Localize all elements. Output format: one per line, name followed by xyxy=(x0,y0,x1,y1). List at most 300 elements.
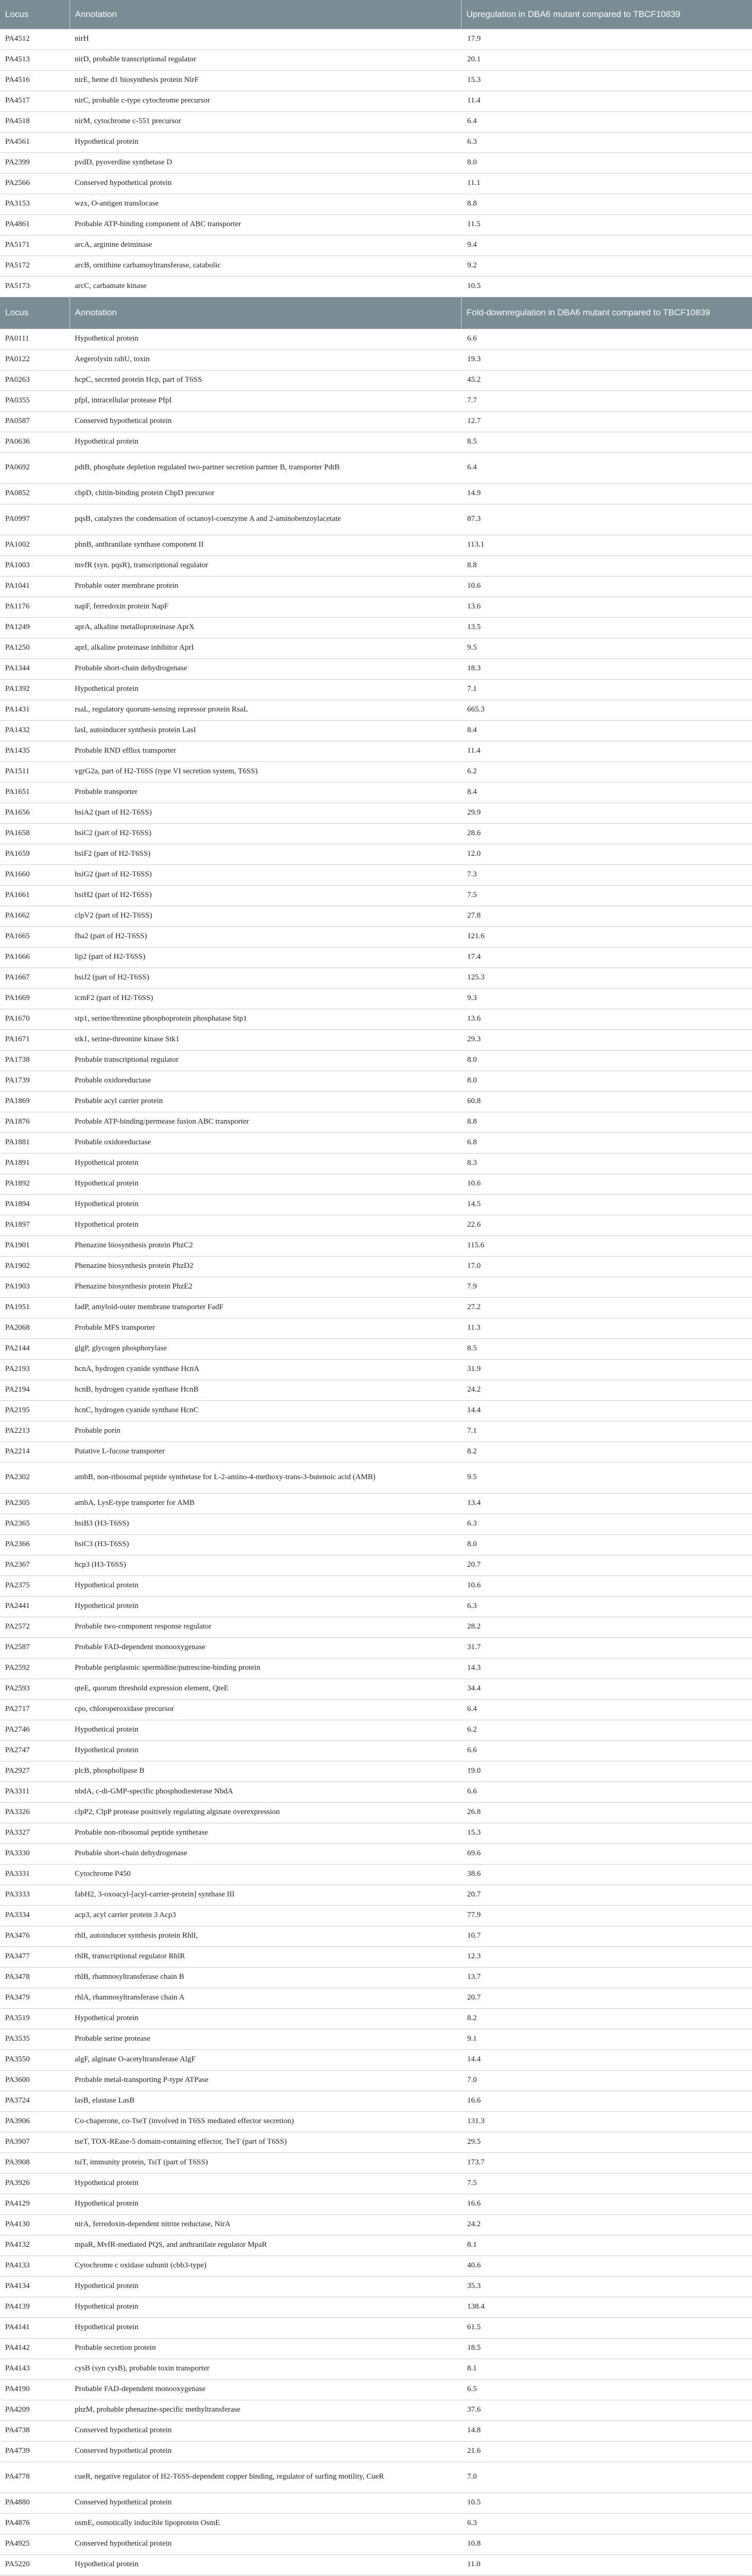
value-cell: 9.4 xyxy=(461,235,752,256)
locus-cell: PA3907 xyxy=(0,2132,70,2153)
value-cell: 11.3 xyxy=(461,1318,752,1338)
annotation-cell: hsiH2 (part of H2-T6SS) xyxy=(70,885,461,906)
locus-cell: PA4209 xyxy=(0,2400,70,2420)
value-cell: 14.5 xyxy=(461,1194,752,1215)
locus-cell: PA5173 xyxy=(0,276,70,297)
table-row xyxy=(0,2111,752,2132)
annotation-cell: hsiC3 (H3-T6SS) xyxy=(70,1534,461,1555)
locus-cell: PA1951 xyxy=(0,1297,70,1318)
locus-cell: PA0997 xyxy=(0,504,70,535)
table-row xyxy=(0,597,752,617)
value-cell: 10.6 xyxy=(461,576,752,597)
annotation-cell: Hypothetical protein xyxy=(70,432,461,452)
locus-cell: PA2572 xyxy=(0,1617,70,1637)
annotation-cell: Hypothetical protein xyxy=(70,2554,461,2575)
locus-cell: PA3478 xyxy=(0,1967,70,1988)
annotation-cell: nirM, cytochrome c-551 precursor xyxy=(70,111,461,132)
annotation-cell: stk1, serine-threonine kinase Stk1 xyxy=(70,1029,461,1050)
table-row xyxy=(0,2029,752,2049)
annotation-cell: algF, alginate O-acetyltransferase AlgF xyxy=(70,2049,461,2070)
annotation-cell: arcB, ornithine carbamoyltransferase, catabolic xyxy=(70,256,461,276)
value-cell: 7.3 xyxy=(461,865,752,885)
annotation-cell: Conserved hypothetical protein xyxy=(70,2493,461,2513)
annotation-cell: phnB, anthranilate synthase component II xyxy=(70,535,461,555)
value-cell: 6.2 xyxy=(461,761,752,782)
locus-cell: PA0587 xyxy=(0,411,70,432)
locus-cell: PA2144 xyxy=(0,1338,70,1359)
locus-cell: PA1003 xyxy=(0,555,70,576)
table-row xyxy=(0,2256,752,2276)
annotation-cell: plcB, phospholipase B xyxy=(70,1761,461,1782)
annotation-cell: cueR, negative regulator of H2-T6SS-dependent copper binding, regulator of surfing motility, CueR xyxy=(70,2462,461,2493)
table-row xyxy=(0,741,752,761)
locus-cell: PA4130 xyxy=(0,2214,70,2235)
value-cell: 8.1 xyxy=(461,2235,752,2256)
value-cell: 6.3 xyxy=(461,132,752,152)
annotation-cell: Phenazine biosynthesis protein PhzC2 xyxy=(70,1235,461,1256)
annotation-cell: Hypothetical protein xyxy=(70,2297,461,2317)
locus-cell: PA4739 xyxy=(0,2441,70,2462)
value-cell: 15.3 xyxy=(461,70,752,91)
table-row xyxy=(0,1658,752,1679)
table-row xyxy=(0,1885,752,1905)
value-cell: 11.4 xyxy=(461,741,752,761)
annotation-cell: hcp3 (H3-T6SS) xyxy=(70,1555,461,1575)
value-cell: 17.9 xyxy=(461,29,752,49)
value-cell: 20.7 xyxy=(461,1885,752,1905)
locus-cell: PA1894 xyxy=(0,1194,70,1215)
value-cell: 61.5 xyxy=(461,2317,752,2338)
locus-cell: PA1041 xyxy=(0,576,70,597)
value-cell: 10.5 xyxy=(461,276,752,297)
value-cell: 31.7 xyxy=(461,1637,752,1658)
locus-cell: PA1002 xyxy=(0,535,70,555)
value-cell: 40.6 xyxy=(461,2256,752,2276)
table-row xyxy=(0,1555,752,1575)
annotation-cell: pvdD, pyoverdine synthetase D xyxy=(70,152,461,173)
locus-cell: PA1392 xyxy=(0,679,70,700)
value-cell: 10.8 xyxy=(461,2534,752,2554)
value-cell: 125.3 xyxy=(461,968,752,988)
table-row xyxy=(0,70,752,91)
table-row xyxy=(0,2049,752,2070)
value-cell: 6.3 xyxy=(461,1514,752,1534)
value-cell: 8.0 xyxy=(461,1534,752,1555)
locus-cell: PA4129 xyxy=(0,2194,70,2214)
annotation-cell: osmE, osmotically inducible lipoprotein OsmE xyxy=(70,2513,461,2534)
table-row xyxy=(0,1946,752,1967)
annotation-cell: clpP2, ClpP protease positively regulating alginate overexpression xyxy=(70,1802,461,1823)
value-cell: 77.9 xyxy=(461,1905,752,1926)
table-row xyxy=(0,2276,752,2297)
value-cell: 6.3 xyxy=(461,1596,752,1617)
table-row xyxy=(0,2513,752,2534)
table-row xyxy=(0,2462,752,2493)
locus-cell: PA4925 xyxy=(0,2534,70,2554)
table-row xyxy=(0,1029,752,1050)
value-cell: 24.2 xyxy=(461,1380,752,1400)
value-cell: 6.4 xyxy=(461,111,752,132)
value-cell: 13.7 xyxy=(461,1967,752,1988)
value-cell: 17.4 xyxy=(461,947,752,968)
value-cell: 14.4 xyxy=(461,1400,752,1421)
value-cell: 12.7 xyxy=(461,411,752,432)
value-cell: 14.3 xyxy=(461,1658,752,1679)
locus-cell: PA3724 xyxy=(0,2091,70,2111)
annotation-cell: phzM, probable phenazine-specific methyltransferase xyxy=(70,2400,461,2420)
value-cell: 37.6 xyxy=(461,2400,752,2420)
locus-cell: PA1660 xyxy=(0,865,70,885)
downregulation-body xyxy=(0,329,752,2576)
annotation-cell: Probable metal-transporting P-type ATPase xyxy=(70,2070,461,2091)
value-cell: 7.0 xyxy=(461,2462,752,2493)
table-row xyxy=(0,1318,752,1338)
value-cell: 12.3 xyxy=(461,1946,752,1967)
table-row xyxy=(0,1575,752,1596)
locus-cell: PA1670 xyxy=(0,1009,70,1029)
annotation-cell: Hypothetical protein xyxy=(70,329,461,349)
annotation-cell: Cytochrome c oxidase subunit (cbb3-type) xyxy=(70,2256,461,2276)
table-row xyxy=(0,276,752,297)
locus-cell: PA1651 xyxy=(0,782,70,803)
value-cell: 6.6 xyxy=(461,1740,752,1761)
table-row xyxy=(0,1617,752,1637)
annotation-cell: cysB (syn cysB), probable toxin transporter xyxy=(70,2359,461,2379)
annotation-cell: Probable acyl carrier protein xyxy=(70,1091,461,1112)
annotation-cell: Hypothetical protein xyxy=(70,2276,461,2297)
annotation-cell: hsiJ2 (part of H2-T6SS) xyxy=(70,968,461,988)
locus-cell: PA4861 xyxy=(0,214,70,235)
value-cell: 27.8 xyxy=(461,906,752,926)
annotation-cell: Probable oxidoreductase xyxy=(70,1071,461,1091)
locus-cell: PA1659 xyxy=(0,844,70,865)
annotation-cell: ambB, non-ribosomal peptide synthetase for L-2-amino-4-methoxy-trans-3-butenoic acid (AMB) xyxy=(70,1462,461,1493)
table-row xyxy=(0,2194,752,2214)
locus-cell: PA3476 xyxy=(0,1926,70,1946)
annotation-cell: clpV2 (part of H2-T6SS) xyxy=(70,906,461,926)
annotation-cell: cbpD, chitin-binding protein CbpD precursor xyxy=(70,483,461,504)
annotation-cell: lasB, elastase LasB xyxy=(70,2091,461,2111)
value-cell: 8.2 xyxy=(461,2008,752,2029)
annotation-cell: hcpC, secreted protein Hcp, part of T6SS xyxy=(70,370,461,391)
annotation-cell: hsiC2 (part of H2-T6SS) xyxy=(70,823,461,844)
annotation-cell: Hypothetical protein xyxy=(70,2317,461,2338)
annotation-cell: Probable non-ribosomal peptide synthetase xyxy=(70,1823,461,1843)
value-cell: 24.2 xyxy=(461,2214,752,2235)
table-row xyxy=(0,555,752,576)
annotation-cell: Conserved hypothetical protein xyxy=(70,2441,461,2462)
annotation-cell: Putative L-fucose transporter xyxy=(70,1442,461,1462)
annotation-cell: Probable periplasmic spermidine/putrescine-binding protein xyxy=(70,1658,461,1679)
table-row xyxy=(0,1514,752,1534)
annotation-cell: Probable porin xyxy=(70,1421,461,1442)
table-row xyxy=(0,1215,752,1235)
locus-cell: PA1738 xyxy=(0,1050,70,1071)
locus-cell: PA2193 xyxy=(0,1359,70,1380)
table-row xyxy=(0,1699,752,1720)
table-row xyxy=(0,194,752,214)
table-row xyxy=(0,885,752,906)
value-cell: 9.2 xyxy=(461,256,752,276)
locus-cell: PA1432 xyxy=(0,720,70,741)
value-cell: 29.3 xyxy=(461,1029,752,1050)
locus-cell: PA3535 xyxy=(0,2029,70,2049)
value-cell: 14.4 xyxy=(461,2049,752,2070)
value-cell: 14.8 xyxy=(461,2420,752,2441)
locus-cell: PA1666 xyxy=(0,947,70,968)
locus-cell: PA1739 xyxy=(0,1071,70,1091)
annotation-cell: arcA, arginine deiminase xyxy=(70,235,461,256)
value-cell: 10.6 xyxy=(461,1174,752,1194)
table-row xyxy=(0,1421,752,1442)
locus-cell: PA4518 xyxy=(0,111,70,132)
value-cell: 8.3 xyxy=(461,1153,752,1174)
table-row xyxy=(0,1256,752,1277)
value-cell: 8.8 xyxy=(461,194,752,214)
annotation-cell: tsiT, immunity protein, TsiT (part of T6SS) xyxy=(70,2153,461,2173)
annotation-cell: Probable FAD-dependent monooxygenase xyxy=(70,2379,461,2400)
value-cell: 6.4 xyxy=(461,452,752,483)
locus-cell: PA0263 xyxy=(0,370,70,391)
annotation-cell: aprI, alkaline proteinase inhibitor AprI xyxy=(70,638,461,658)
value-cell: 13.5 xyxy=(461,617,752,638)
locus-cell: PA2441 xyxy=(0,1596,70,1617)
locus-cell: PA3926 xyxy=(0,2173,70,2194)
table-row xyxy=(0,1596,752,1617)
locus-cell: PA1658 xyxy=(0,823,70,844)
locus-cell: PA4133 xyxy=(0,2256,70,2276)
table-row xyxy=(0,349,752,370)
locus-cell: PA1431 xyxy=(0,700,70,720)
downregulation-header-group xyxy=(0,297,752,329)
table-row xyxy=(0,91,752,111)
value-cell: 7.7 xyxy=(461,391,752,411)
locus-cell: PA2302 xyxy=(0,1462,70,1493)
value-cell: 22.6 xyxy=(461,1215,752,1235)
table-row xyxy=(0,844,752,865)
value-cell: 6.3 xyxy=(461,2513,752,2534)
value-cell: 45.2 xyxy=(461,370,752,391)
table-row xyxy=(0,1720,752,1740)
value-cell: 6.6 xyxy=(461,329,752,349)
value-cell: 14.9 xyxy=(461,483,752,504)
table-row xyxy=(0,1493,752,1514)
annotation-cell: nirH xyxy=(70,29,461,49)
value-cell: 18.5 xyxy=(461,2338,752,2359)
annotation-cell: hsiG2 (part of H2-T6SS) xyxy=(70,865,461,885)
table-row xyxy=(0,391,752,411)
table-row xyxy=(0,1050,752,1071)
table-row xyxy=(0,411,752,432)
annotation-cell: Conserved hypothetical protein xyxy=(70,2420,461,2441)
locus-cell: PA3908 xyxy=(0,2153,70,2173)
annotation-cell: Probable FAD-dependent monooxygenase xyxy=(70,1637,461,1658)
value-cell: 16.6 xyxy=(461,2194,752,2214)
table-row xyxy=(0,2338,752,2359)
value-cell: 8.0 xyxy=(461,152,752,173)
table-row xyxy=(0,2091,752,2111)
annotation-cell: fabH2, 3-oxoacyl-[acyl-carrier-protein] synthase III xyxy=(70,1885,461,1905)
value-cell: 38.6 xyxy=(461,1864,752,1885)
value-cell: 8.0 xyxy=(461,1050,752,1071)
table-row xyxy=(0,1926,752,1946)
locus-cell: PA2592 xyxy=(0,1658,70,1679)
upregulation-header: Upregulation in DBA6 mutant compared to TBCF10839 xyxy=(461,0,752,29)
value-cell: 7.9 xyxy=(461,1277,752,1297)
annotation-cell: hsiA2 (part of H2-T6SS) xyxy=(70,803,461,823)
value-cell: 13.6 xyxy=(461,597,752,617)
value-cell: 6.4 xyxy=(461,1699,752,1720)
locus-cell: PA1665 xyxy=(0,926,70,947)
value-cell: 31.9 xyxy=(461,1359,752,1380)
table-row xyxy=(0,535,752,555)
table-row xyxy=(0,1967,752,1988)
annotation-cell: Aegerolysin rahU, toxin xyxy=(70,349,461,370)
table-row xyxy=(0,658,752,679)
locus-cell: PA5220 xyxy=(0,2554,70,2575)
value-cell: 11.0 xyxy=(461,2554,752,2575)
annotation-cell: acp3, acyl carrier protein 3 Acp3 xyxy=(70,1905,461,1926)
annotation-cell: nirA, ferredoxin-dependent nitrite reductase, NirA xyxy=(70,2214,461,2235)
annotation-cell: Probable ATP-binding component of ABC transporter xyxy=(70,214,461,235)
table-row xyxy=(0,483,752,504)
annotation-cell: Conserved hypothetical protein xyxy=(70,411,461,432)
annotation-cell: rhlR, transcriptional regulator RhlR xyxy=(70,1946,461,1967)
locus-cell: PA3906 xyxy=(0,2111,70,2132)
annotation-cell: Probable transporter xyxy=(70,782,461,803)
locus-cell: PA3311 xyxy=(0,1782,70,1802)
annotation-cell: rsaL, regulatory quorum-sensing repressor protein RsaL xyxy=(70,700,461,720)
annotation-cell: Probable serine protease xyxy=(70,2029,461,2049)
annotation-cell: Hypothetical protein xyxy=(70,679,461,700)
value-cell: 87.3 xyxy=(461,504,752,535)
locus-cell: PA2194 xyxy=(0,1380,70,1400)
value-cell: 9.1 xyxy=(461,2029,752,2049)
value-cell: 6.2 xyxy=(461,1720,752,1740)
table-row xyxy=(0,1277,752,1297)
locus-cell: PA1669 xyxy=(0,988,70,1009)
upregulation-body xyxy=(0,29,752,297)
table-row xyxy=(0,2379,752,2400)
value-cell: 8.8 xyxy=(461,1112,752,1132)
value-cell: 16.6 xyxy=(461,2091,752,2111)
value-cell: 34.4 xyxy=(461,1679,752,1699)
annotation-cell: hcnA, hydrogen cyanide synthase HcnA xyxy=(70,1359,461,1380)
table-row xyxy=(0,173,752,194)
table-row xyxy=(0,988,752,1009)
annotation-cell: rhlI, autoinducer synthesis protein RhlI, xyxy=(70,1926,461,1946)
locus-cell: PA1869 xyxy=(0,1091,70,1112)
value-cell: 19.3 xyxy=(461,349,752,370)
value-cell: 131.3 xyxy=(461,2111,752,2132)
locus-cell: PA3153 xyxy=(0,194,70,214)
annotation-cell: aprA, alkaline metalloproteinase AprX xyxy=(70,617,461,638)
value-cell: 7.5 xyxy=(461,2173,752,2194)
table-row xyxy=(0,1153,752,1174)
locus-cell: PA1250 xyxy=(0,638,70,658)
table-row xyxy=(0,2008,752,2029)
locus-cell: PA3519 xyxy=(0,2008,70,2029)
locus-cell: PA2747 xyxy=(0,1740,70,1761)
table-row xyxy=(0,638,752,658)
annotation-cell: pdtB, phosphate depletion regulated two-partner secretion partner B, transporter PdtB xyxy=(70,452,461,483)
locus-cell: PA2305 xyxy=(0,1493,70,1514)
annotation-cell: mpaR, MvfR-mediated PQS, and anthranilate regulator MpaR xyxy=(70,2235,461,2256)
value-cell: 29.5 xyxy=(461,2132,752,2153)
annotation-cell: stp1, serine/threonine phosphoprotein phosphatase Stp1 xyxy=(70,1009,461,1029)
value-cell: 28.2 xyxy=(461,1617,752,1637)
locus-cell: PA2375 xyxy=(0,1575,70,1596)
annotation-cell: Conserved hypothetical protein xyxy=(70,173,461,194)
locus-cell: PA3327 xyxy=(0,1823,70,1843)
annotation-cell: Hypothetical protein xyxy=(70,2194,461,2214)
table-row xyxy=(0,576,752,597)
table-row xyxy=(0,2297,752,2317)
table-row xyxy=(0,1297,752,1318)
annotation-cell: Probable short-chain dehydrogenase xyxy=(70,658,461,679)
value-cell: 8.5 xyxy=(461,432,752,452)
locus-cell: PA0852 xyxy=(0,483,70,504)
table-row xyxy=(0,823,752,844)
table-row xyxy=(0,452,752,483)
annotation-cell: Probable secretion protein xyxy=(70,2338,461,2359)
annotation-cell: lasI, autoinducer synthesis protein LasI xyxy=(70,720,461,741)
value-cell: 13.4 xyxy=(461,1493,752,1514)
locus-cell: PA4190 xyxy=(0,2379,70,2400)
value-cell: 9.5 xyxy=(461,638,752,658)
value-cell: 6.6 xyxy=(461,1782,752,1802)
table-row xyxy=(0,2534,752,2554)
table-row xyxy=(0,2441,752,2462)
table-row xyxy=(0,2400,752,2420)
annotation-cell: Probable RND efflux transporter xyxy=(70,741,461,761)
annotation-cell: Hypothetical protein xyxy=(70,1596,461,1617)
table-row xyxy=(0,2153,752,2173)
locus-cell: PA3479 xyxy=(0,1988,70,2008)
table-row xyxy=(0,1782,752,1802)
value-cell: 8.5 xyxy=(461,1338,752,1359)
value-cell: 7.1 xyxy=(461,679,752,700)
value-cell: 665.3 xyxy=(461,700,752,720)
annotation-cell: Hypothetical protein xyxy=(70,1740,461,1761)
locus-cell: PA2365 xyxy=(0,1514,70,1534)
annotation-cell: Co-chaperone, co-TseT (involved in T6SS mediated effector secretion) xyxy=(70,2111,461,2132)
value-cell: 10.6 xyxy=(461,1575,752,1596)
value-cell: 11.4 xyxy=(461,91,752,111)
locus-cell: PA4778 xyxy=(0,2462,70,2493)
value-cell: 8.1 xyxy=(461,2359,752,2379)
table-row xyxy=(0,235,752,256)
table-row xyxy=(0,700,752,720)
value-cell: 10.5 xyxy=(461,2493,752,2513)
locus-cell: PA2367 xyxy=(0,1555,70,1575)
locus-cell: PA2068 xyxy=(0,1318,70,1338)
value-cell: 28.6 xyxy=(461,823,752,844)
table-row xyxy=(0,865,752,885)
annotation-cell: hsiB3 (H3-T6SS) xyxy=(70,1514,461,1534)
annotation-cell: Hypothetical protein xyxy=(70,1153,461,1174)
locus-cell: PA1671 xyxy=(0,1029,70,1050)
value-cell: 7.5 xyxy=(461,885,752,906)
table-row xyxy=(0,2359,752,2379)
table-row xyxy=(0,782,752,803)
locus-cell: PA1656 xyxy=(0,803,70,823)
value-cell: 17.0 xyxy=(461,1256,752,1277)
annotation-cell: fadP, amyloid-outer membrane transporter FadF xyxy=(70,1297,461,1318)
annotation-cell: nirC, probable c-type cytochrome precursor xyxy=(70,91,461,111)
locus-cell: PA1176 xyxy=(0,597,70,617)
annotation-cell: Hypothetical protein xyxy=(70,132,461,152)
